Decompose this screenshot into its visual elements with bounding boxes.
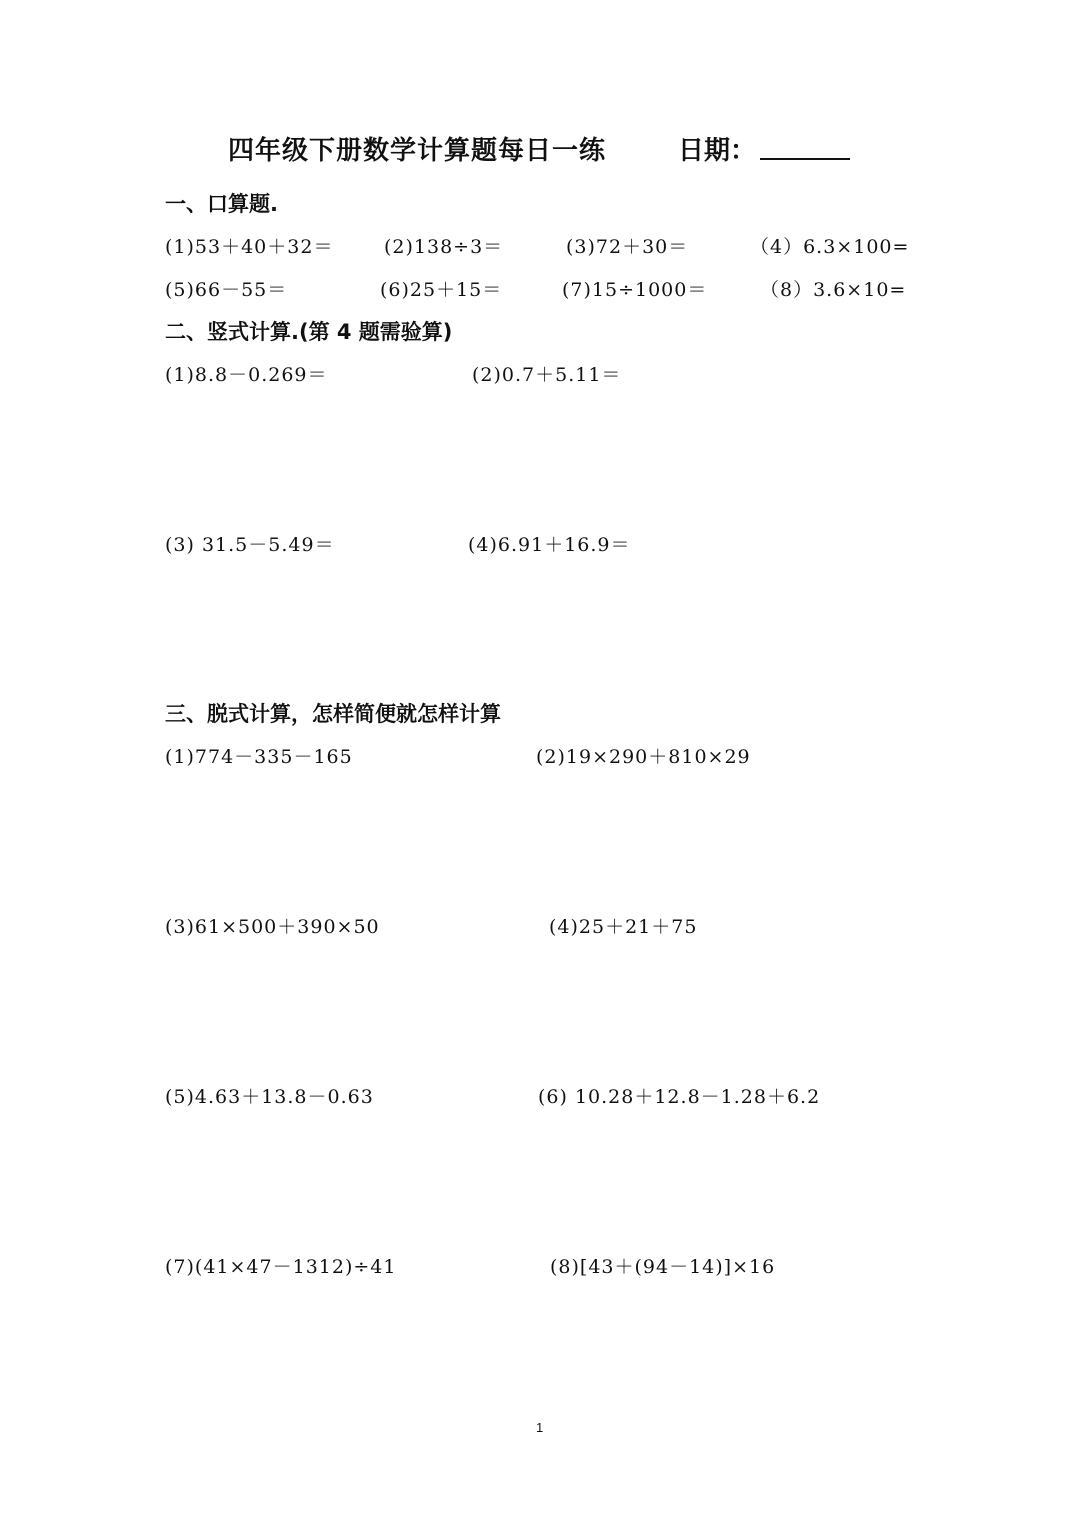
stepwise-item-4: (4)25＋21＋75 — [549, 916, 698, 938]
vertical-item-1: (1)8.8－0.269＝ — [165, 364, 328, 386]
date-blank-line — [760, 158, 850, 160]
stepwise-item-3: (3)61×500＋390×50 — [165, 916, 380, 938]
worksheet-title: 四年级下册数学计算题每日一练 — [228, 136, 607, 166]
section-vertical-heading: 二、竖式计算.(第 4 题需验算) — [165, 320, 453, 344]
oral-item-7: (7)15÷1000＝ — [562, 279, 708, 301]
section-stepwise-heading: 三、脱式计算，怎样简便就怎样计算 — [165, 702, 501, 726]
vertical-item-3: (3) 31.5－5.49＝ — [165, 534, 335, 556]
oral-item-4: （4）6.3×100= — [750, 236, 910, 258]
stepwise-item-2: (2)19×290＋810×29 — [536, 746, 751, 768]
date-label: 日期： — [678, 136, 757, 166]
stepwise-item-5: (5)4.63＋13.8－0.63 — [165, 1086, 374, 1108]
vertical-item-4: (4)6.91＋16.9＝ — [468, 534, 631, 556]
stepwise-item-7: (7)(41×47－1312)÷41 — [165, 1256, 397, 1278]
stepwise-item-8: (8)[43＋(94－14)]×16 — [550, 1256, 776, 1278]
oral-item-2: (2)138÷3＝ — [384, 236, 504, 258]
page-number: 1 — [536, 1420, 544, 1435]
oral-item-6: (6)25＋15＝ — [380, 279, 503, 301]
oral-item-8: （8）3.6×10= — [760, 279, 907, 301]
oral-item-1: (1)53＋40＋32＝ — [165, 236, 334, 258]
stepwise-item-1: (1)774－335－165 — [165, 746, 353, 768]
stepwise-item-6: (6) 10.28＋12.8－1.28＋6.2 — [538, 1086, 821, 1108]
oral-item-5: (5)66－55＝ — [165, 279, 288, 301]
vertical-item-2: (2)0.7＋5.11＝ — [472, 364, 622, 386]
section-oral-heading: 一、口算题. — [165, 192, 278, 216]
oral-item-3: (3)72＋30＝ — [566, 236, 689, 258]
